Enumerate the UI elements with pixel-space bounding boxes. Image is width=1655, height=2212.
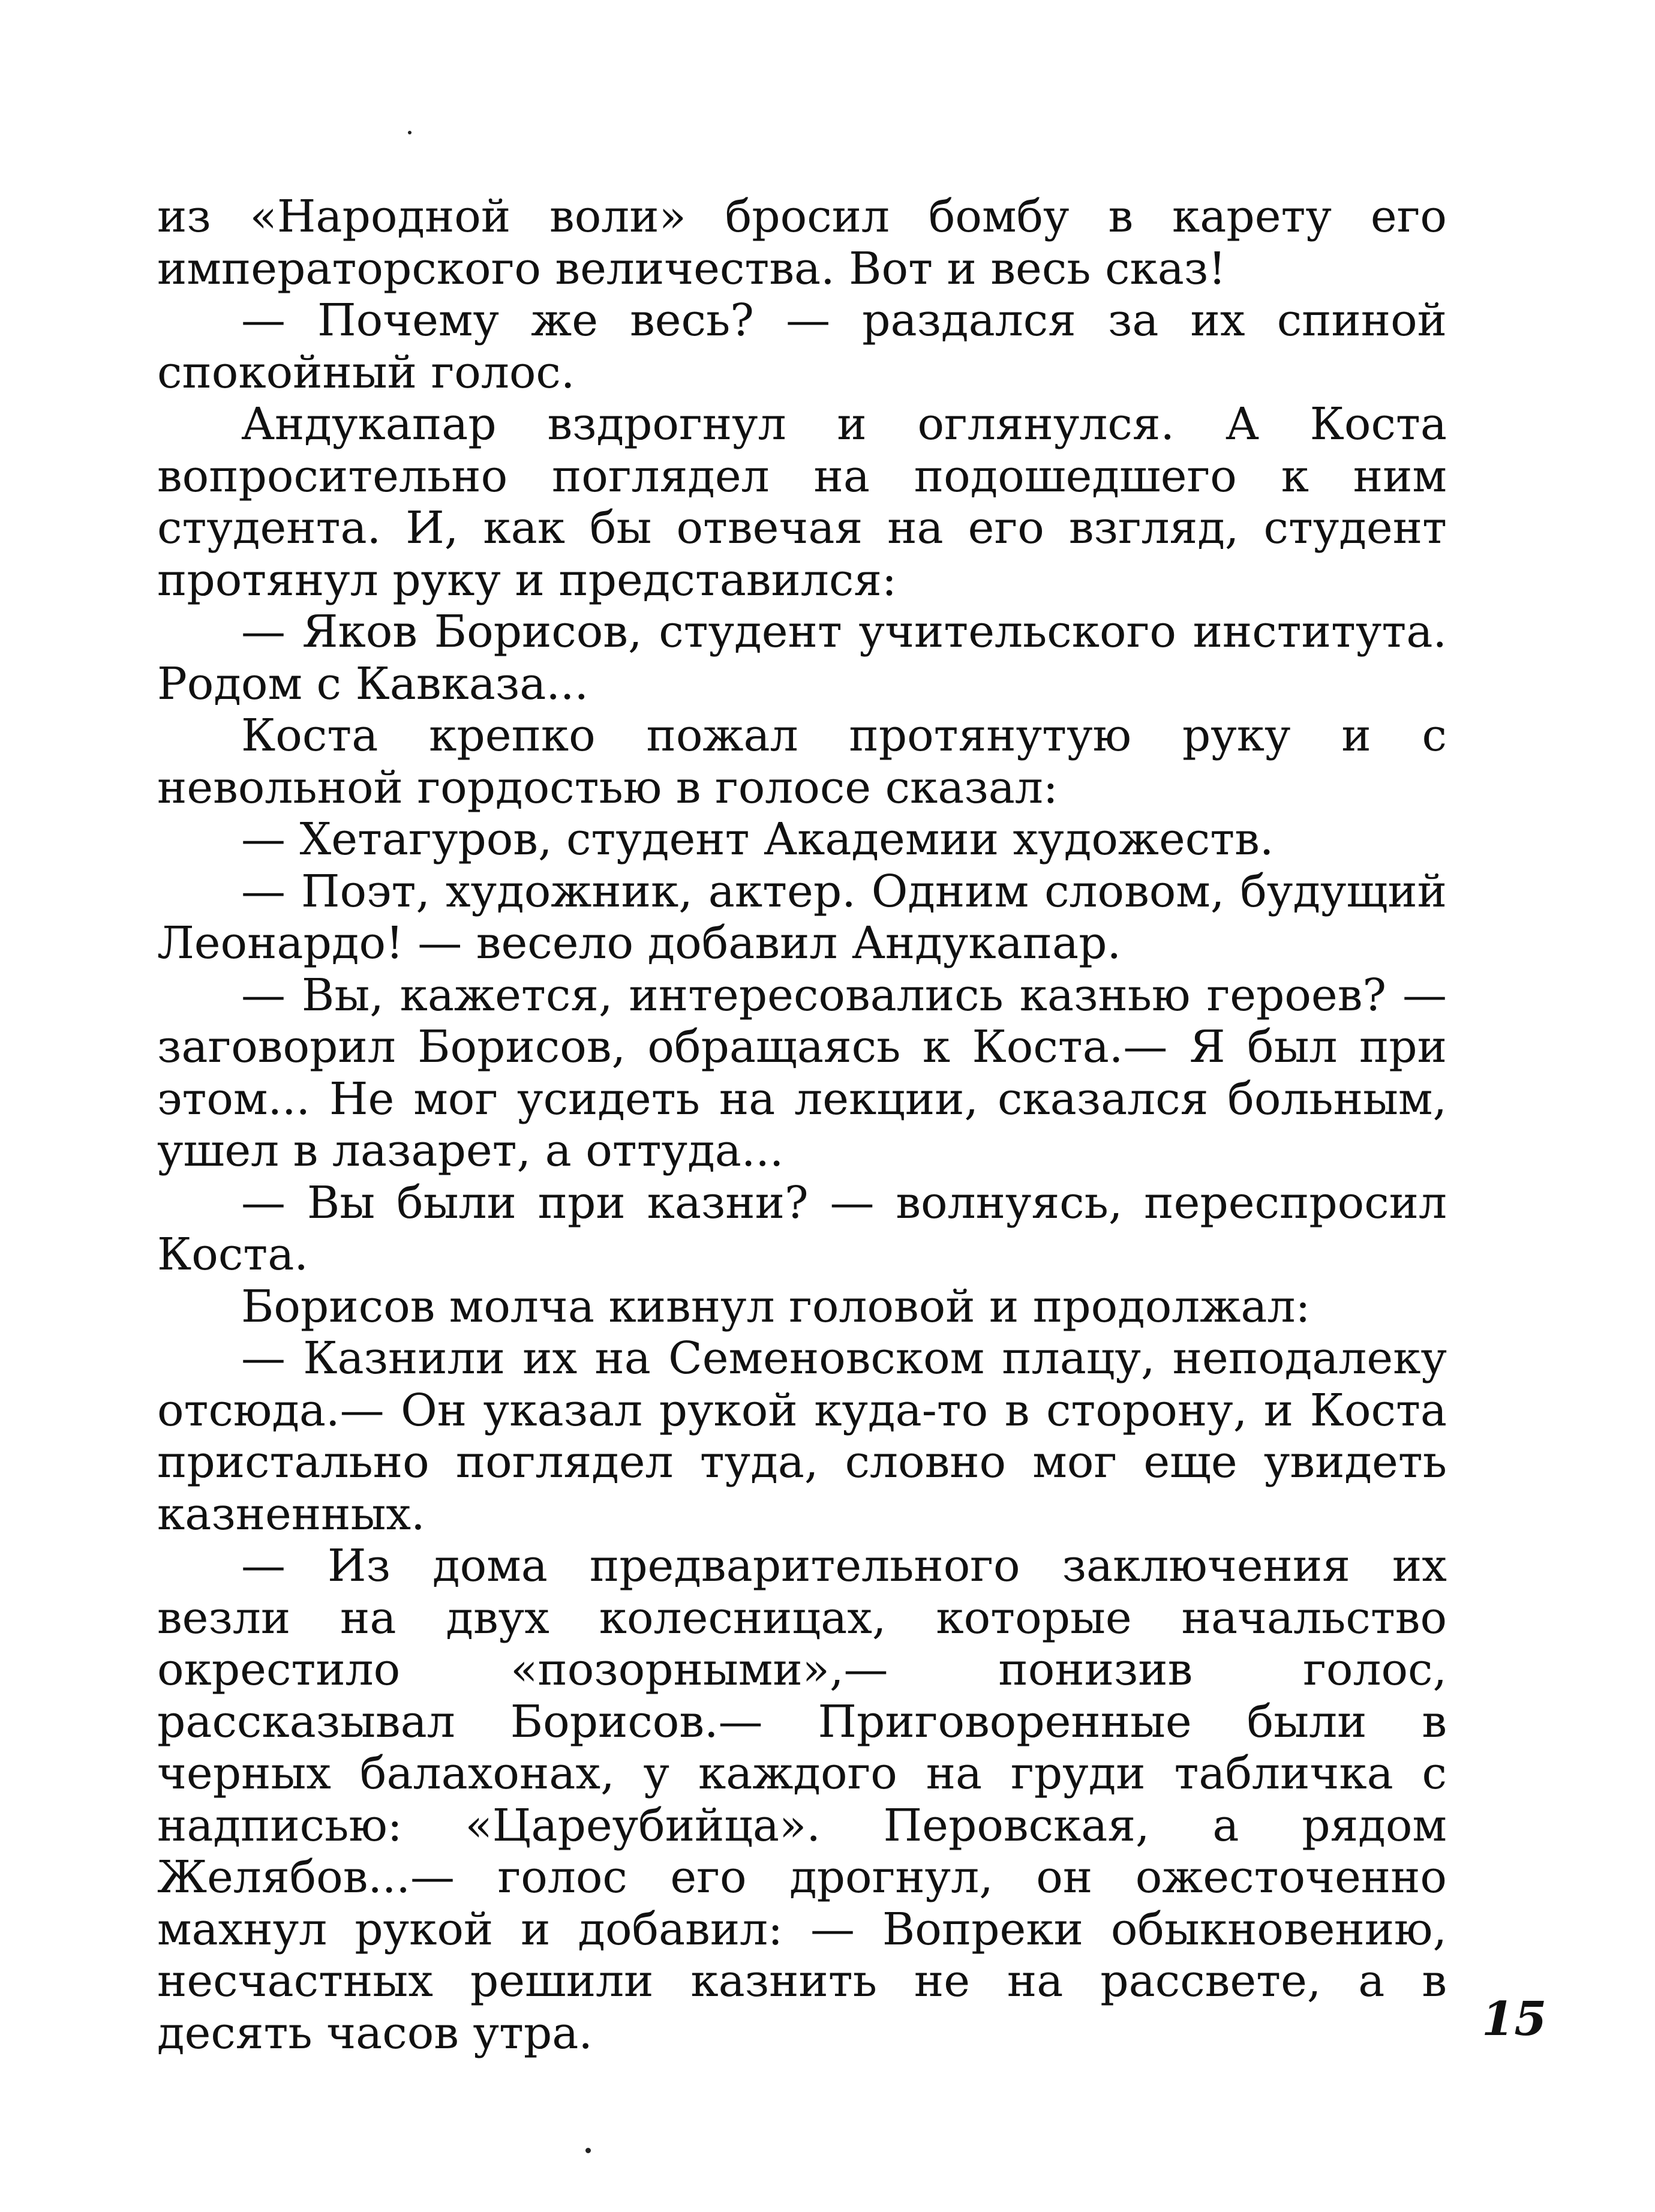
paragraph: Борисов молча кивнул головой и продолжал: [241, 1280, 1311, 1332]
paragraph: — Почему же весь? — раздался за их спиной спокойный голос. [157, 295, 1447, 398]
page-number: 15 [1482, 1992, 1547, 2046]
page-body-text [157, 191, 1447, 2059]
paragraph: — Поэт, художник, актер. Одним словом, будущий Леонардо! — весело добавил Андукапар. [157, 865, 1447, 969]
paragraph: Коста крепко пожал протянутую руку и с невольной гордостью в голосе сказал: [157, 710, 1447, 814]
paragraph: — Вы, кажется, интересовались казнью героев? — заговорил Борисов, обращаясь к Коста.— Я был при этом... Не мог усидеть на лекции, сказался больным, ушел в лазарет, а оттуда... [157, 969, 1447, 1176]
paragraph: из «Народной воли» бросил бомбу в карету его императорского величества. Вот и весь сказ! [157, 191, 1447, 295]
print-speck [585, 2148, 591, 2153]
paragraph: — Хетагуров, студент Академии художеств. [241, 814, 1274, 865]
paragraph: — Из дома предварительного заключения их везли на двух колесницах, которые начальство окрестило «позорными»,— понизив голос, рассказывал Борисов.— Приговоренные были в черных балахонах, у каждого на груди табличка с надписью: «Цареубийца». Перовская, а рядом Желябов...— голос его дрогнул, он ожесточенно махнул рукой и добавил: — Вопреки обыкновению, несчастных решили казнить не на рассвете, а в десять часов утра. [157, 1540, 1447, 2059]
paragraph: — Яков Борисов, студент учительского института. Родом с Кавказа... [157, 606, 1447, 710]
print-speck [408, 131, 412, 134]
paragraph: — Вы были при казни? — волнуясь, переспросил Коста. [157, 1176, 1447, 1280]
paragraph: — Казнили их на Семеновском плацу, неподалеку отсюда.— Он указал рукой куда-то в сторону, и Коста пристально поглядел туда, словно мог еще увидеть казненных. [157, 1332, 1447, 1540]
paragraph: Андукапар вздрогнул и оглянулся. А Коста вопросительно поглядел на подошедшего к ним студента. И, как бы отвечая на его взгляд, студент протянул руку и представился: [157, 398, 1447, 606]
